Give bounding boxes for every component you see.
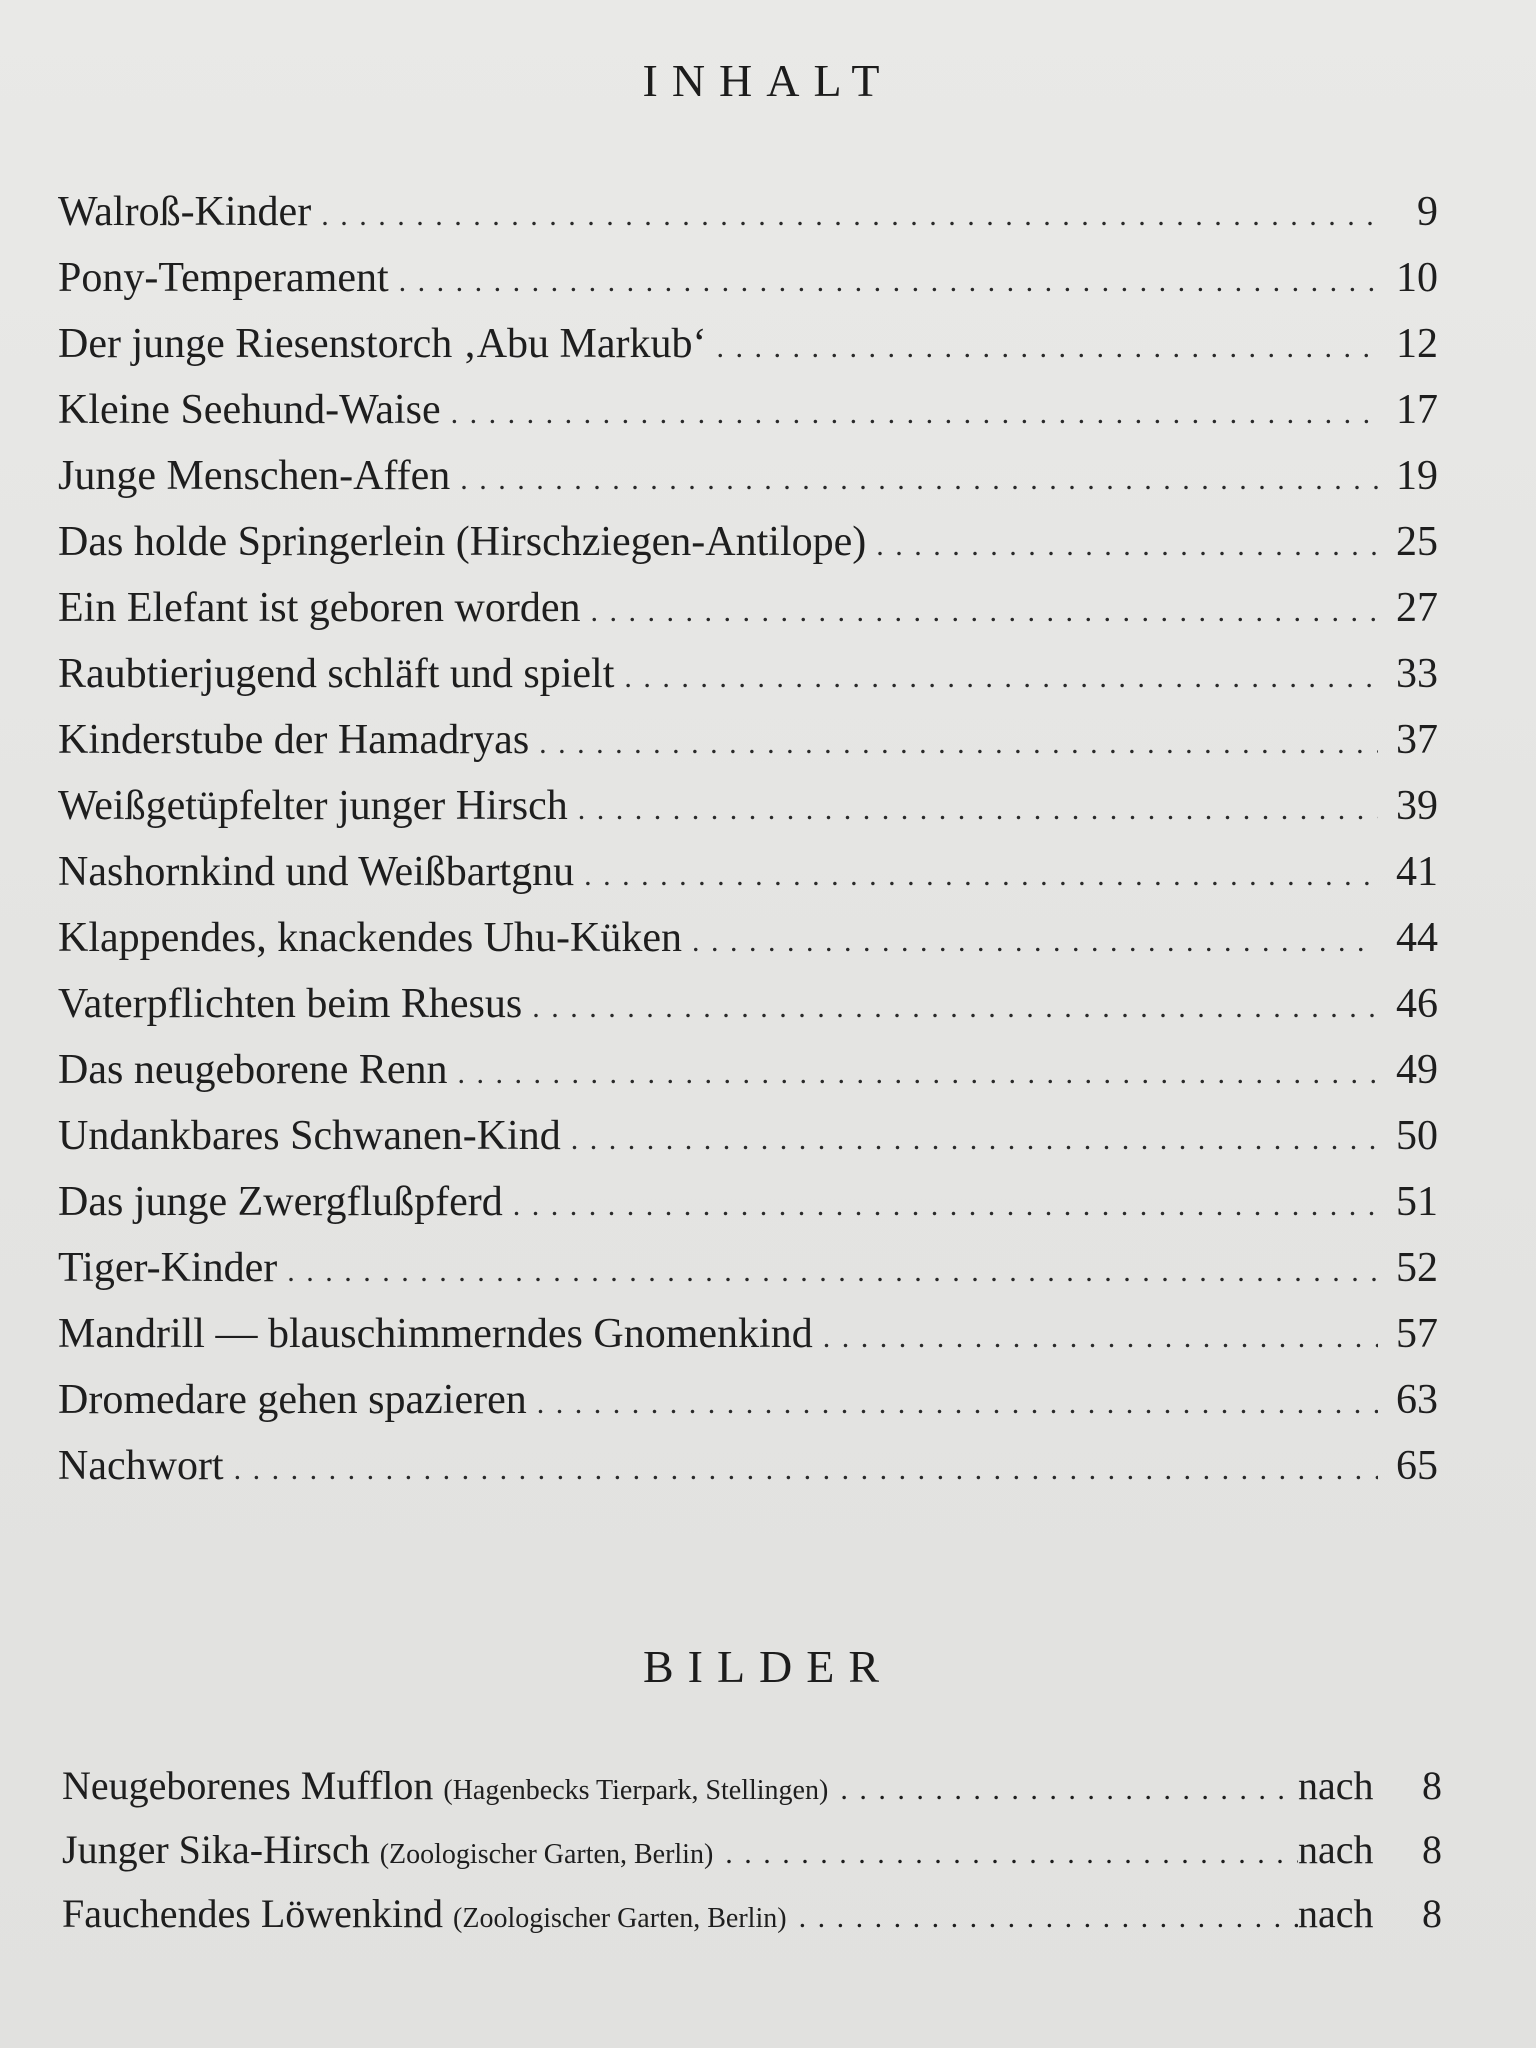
toc-entry	[58, 716, 1438, 782]
toc-entry-page: 9	[1417, 189, 1438, 235]
dot-leader	[311, 199, 1378, 233]
toc-entry	[58, 848, 1438, 914]
toc-entry	[58, 1310, 1438, 1376]
toc-entry-title: Pony-Temperament	[58, 255, 389, 301]
toc-entry	[58, 1376, 1438, 1442]
toc-entry-title: Das holde Springerlein (Hirschziegen-Antilope)	[58, 519, 867, 565]
toc-entry-title: Vaterpflichten beim Rhesus	[58, 981, 523, 1027]
picture-entry-title: Junger Sika-Hirsch	[62, 1827, 370, 1872]
toc-entry-page: 19	[1396, 453, 1438, 499]
toc-entry-title: Walroß-Kinder	[58, 189, 312, 235]
dot-leader	[713, 1837, 1298, 1871]
toc-entry-page: 63	[1396, 1377, 1438, 1423]
pictures-heading: BILDER	[642, 1641, 894, 1692]
toc-entry-page: 49	[1396, 1047, 1438, 1093]
dot-leader	[389, 265, 1378, 299]
dot-leader	[450, 463, 1378, 497]
toc-entry	[58, 320, 1438, 386]
toc-entry	[58, 188, 1438, 254]
toc-entry	[58, 914, 1438, 980]
dot-leader	[866, 529, 1378, 563]
toc-entry-page: 65	[1396, 1443, 1438, 1489]
picture-entry	[62, 1826, 1442, 1890]
toc-entry-page: 10	[1396, 255, 1438, 301]
picture-entry-nach: nach	[1298, 1891, 1374, 1936]
toc-entry-page: 12	[1396, 321, 1438, 367]
dot-leader	[529, 727, 1378, 761]
picture-entry-source: (Zoologischer Garten, Berlin)	[453, 1903, 787, 1934]
toc-entry-page: 33	[1396, 651, 1438, 697]
picture-entry-nach: nach	[1298, 1763, 1374, 1808]
dot-leader	[581, 595, 1379, 629]
toc-entry-page: 51	[1396, 1179, 1438, 1225]
toc-entry-page: 37	[1396, 717, 1438, 763]
picture-entry	[62, 1890, 1442, 1954]
dot-leader	[561, 1123, 1378, 1157]
picture-entry-nach: nach	[1298, 1827, 1374, 1872]
toc-entry-page: 27	[1396, 585, 1438, 631]
contents-list	[58, 188, 1438, 1508]
toc-entry-title: Undankbares Schwanen-Kind	[58, 1113, 561, 1159]
toc-entry	[58, 1046, 1438, 1112]
picture-entry-page: 8	[1422, 1891, 1442, 1936]
picture-entry	[62, 1762, 1442, 1826]
toc-entry	[58, 584, 1438, 650]
toc-entry	[58, 452, 1438, 518]
dot-leader	[441, 397, 1378, 431]
toc-entry	[58, 1178, 1438, 1244]
toc-entry-page: 46	[1396, 981, 1438, 1027]
toc-entry	[58, 1442, 1438, 1508]
toc-entry	[58, 782, 1438, 848]
toc-entry	[58, 386, 1438, 452]
toc-entry-page: 52	[1396, 1245, 1438, 1291]
picture-entry-title: Neugeborenes Mufflon	[62, 1763, 434, 1808]
picture-entry-page: 8	[1422, 1827, 1442, 1872]
dot-leader	[277, 1255, 1378, 1289]
dot-leader	[224, 1453, 1378, 1487]
toc-entry	[58, 1112, 1438, 1178]
toc-entry	[58, 650, 1438, 716]
dot-leader	[574, 859, 1378, 893]
dot-leader	[448, 1057, 1378, 1091]
contents-heading: INHALT	[642, 55, 894, 106]
dot-leader	[503, 1189, 1378, 1223]
dot-leader	[614, 661, 1378, 695]
toc-entry	[58, 518, 1438, 584]
dot-leader	[828, 1773, 1298, 1807]
picture-entry-source: (Zoologischer Garten, Berlin)	[379, 1839, 714, 1870]
toc-entry-title: Tiger-Kinder	[58, 1245, 278, 1291]
toc-entry-title: Nachwort	[58, 1443, 224, 1489]
toc-entry-title: Das neugeborene Renn	[58, 1047, 448, 1093]
toc-entry-title: Dromedare gehen spazieren	[58, 1377, 527, 1423]
toc-entry	[58, 980, 1438, 1046]
toc-entry	[58, 1244, 1438, 1310]
toc-entry-title: Klappendes, knackendes Uhu-Küken	[58, 915, 682, 961]
dot-leader	[522, 991, 1378, 1025]
toc-entry-title: Nashornkind und Weißbartgnu	[58, 849, 575, 895]
toc-entry-page: 50	[1396, 1113, 1438, 1159]
toc-entry-page: 41	[1396, 849, 1438, 895]
dot-leader	[813, 1321, 1378, 1355]
dot-leader	[527, 1387, 1378, 1421]
toc-entry-title: Weißgetüpfelter junger Hirsch	[58, 783, 568, 829]
dot-leader	[568, 793, 1378, 827]
dot-leader	[682, 925, 1378, 959]
picture-entry-page: 8	[1422, 1763, 1442, 1808]
toc-entry-page: 25	[1396, 519, 1438, 565]
toc-entry-title: Der junge Riesenstorch ‚Abu Markub‘	[58, 321, 707, 367]
toc-entry-page: 17	[1396, 387, 1438, 433]
toc-entry-title: Raubtierjugend schläft und spielt	[58, 651, 615, 697]
toc-entry-title: Kleine Seehund-Waise	[58, 387, 441, 433]
toc-entry-title: Kinderstube der Hamadryas	[58, 717, 530, 763]
picture-entry-source: (Hagenbecks Tierpark, Stellingen)	[443, 1775, 829, 1806]
pictures-list	[62, 1762, 1442, 1954]
toc-entry-page: 39	[1396, 783, 1438, 829]
dot-leader	[707, 331, 1379, 365]
toc-entry-title: Das junge Zwergflußpferd	[58, 1179, 503, 1225]
toc-entry-title: Ein Elefant ist geboren worden	[58, 585, 581, 631]
toc-entry-page: 57	[1396, 1311, 1438, 1357]
toc-entry-title: Junge Menschen-Affen	[58, 453, 451, 499]
picture-entry-title: Fauchendes Löwenkind	[62, 1891, 444, 1936]
dot-leader	[787, 1901, 1298, 1935]
toc-entry-title: Mandrill — blauschimmerndes Gnomenkind	[58, 1311, 813, 1357]
toc-entry-page: 44	[1396, 915, 1438, 961]
toc-entry	[58, 254, 1438, 320]
